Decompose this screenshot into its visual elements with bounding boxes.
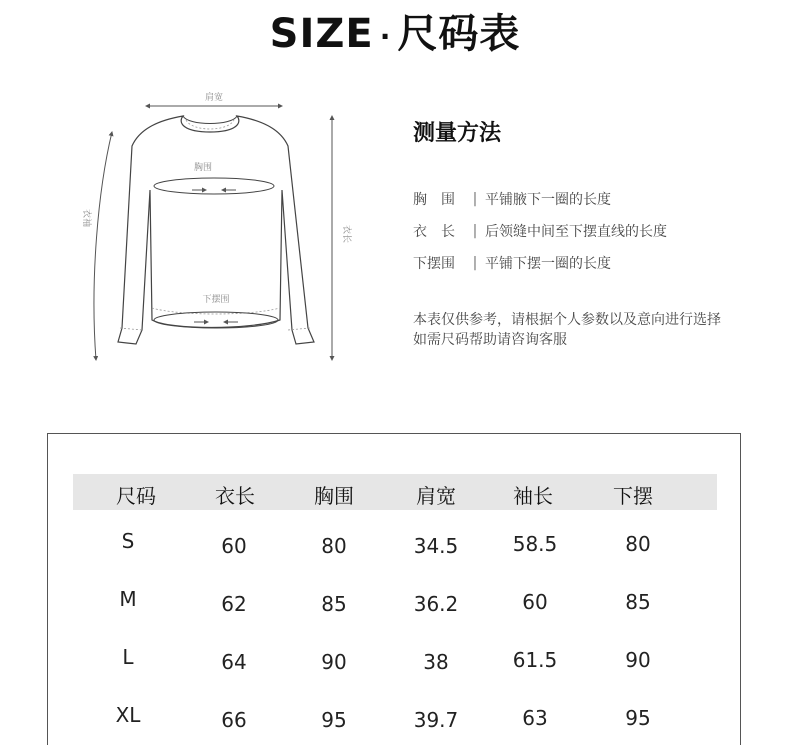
note-line: 如需尺码帮助请咨询客服 <box>413 332 567 348</box>
sweater-diagram <box>70 80 360 380</box>
table-cell: 60 <box>221 534 247 558</box>
title-separator: · <box>379 19 392 53</box>
size-table <box>47 433 741 745</box>
sleeve-label: 衣袖 <box>81 208 91 228</box>
method-row <box>413 247 773 279</box>
method-row <box>413 215 773 247</box>
method-description: 平铺下摆一圈的长度 <box>485 256 611 272</box>
chest-label: 胸围 <box>193 163 213 173</box>
size-cell: XL <box>115 703 141 727</box>
table-cell: 85 <box>321 592 347 616</box>
table-cell: 80 <box>625 532 651 556</box>
table-cell: 61.5 <box>512 648 558 672</box>
table-cell: 63 <box>522 706 548 730</box>
length-label: 衣长 <box>341 224 351 244</box>
method-heading: 测量方法 <box>413 121 502 146</box>
title-cjk: 尺码表 <box>397 11 521 57</box>
table-cell: 90 <box>625 648 651 672</box>
method-term: 胸 围 <box>413 192 455 208</box>
table-cell: 38 <box>423 650 449 674</box>
table-cell: 90 <box>321 650 347 674</box>
size-cell: L <box>122 645 134 669</box>
disclaimer-note <box>413 310 721 350</box>
table-cell: 95 <box>625 706 651 730</box>
table-cell: 58.5 <box>512 532 558 556</box>
method-separator: | <box>472 191 478 207</box>
title-latin: SIZE <box>269 11 374 57</box>
method-description: 后领缝中间至下摆直线的长度 <box>485 224 667 240</box>
header-cell-sleeve: 袖长 <box>513 484 553 508</box>
table-cell: 66 <box>221 708 247 732</box>
method-row <box>413 183 773 215</box>
size-cell: M <box>119 587 137 611</box>
header-cell-length: 衣长 <box>215 484 255 508</box>
method-term: 下摆围 <box>413 256 455 272</box>
method-description: 平铺腋下一圈的长度 <box>485 192 611 208</box>
shoulder-label: 肩宽 <box>204 93 224 103</box>
note-line: 本表仅供参考，请根据个人参数以及意向进行选择 <box>413 312 721 328</box>
table-cell: 36.2 <box>413 592 459 616</box>
method-separator: | <box>472 223 478 239</box>
method-term: 衣 长 <box>413 224 455 240</box>
table-cell: 80 <box>321 534 347 558</box>
measurement-method <box>413 116 773 279</box>
method-separator: | <box>472 255 478 271</box>
table-cell: 39.7 <box>413 708 459 732</box>
hem-label: 下摆围 <box>202 295 230 305</box>
header-cell-hem: 下摆 <box>613 484 653 508</box>
table-cell: 95 <box>321 708 347 732</box>
table-cell: 64 <box>221 650 247 674</box>
size-cell: S <box>121 529 135 553</box>
table-cell: 34.5 <box>413 534 459 558</box>
page-title <box>0 2 790 59</box>
table-cell: 62 <box>221 592 247 616</box>
sweater-illustration <box>70 80 360 380</box>
header-cell-size: 尺码 <box>116 484 156 508</box>
table-cell: 85 <box>625 590 651 614</box>
header-cell-chest: 胸围 <box>314 484 354 508</box>
header-cell-shoulder: 肩宽 <box>416 484 456 508</box>
table-header-row <box>73 474 717 510</box>
table-cell: 60 <box>522 590 548 614</box>
